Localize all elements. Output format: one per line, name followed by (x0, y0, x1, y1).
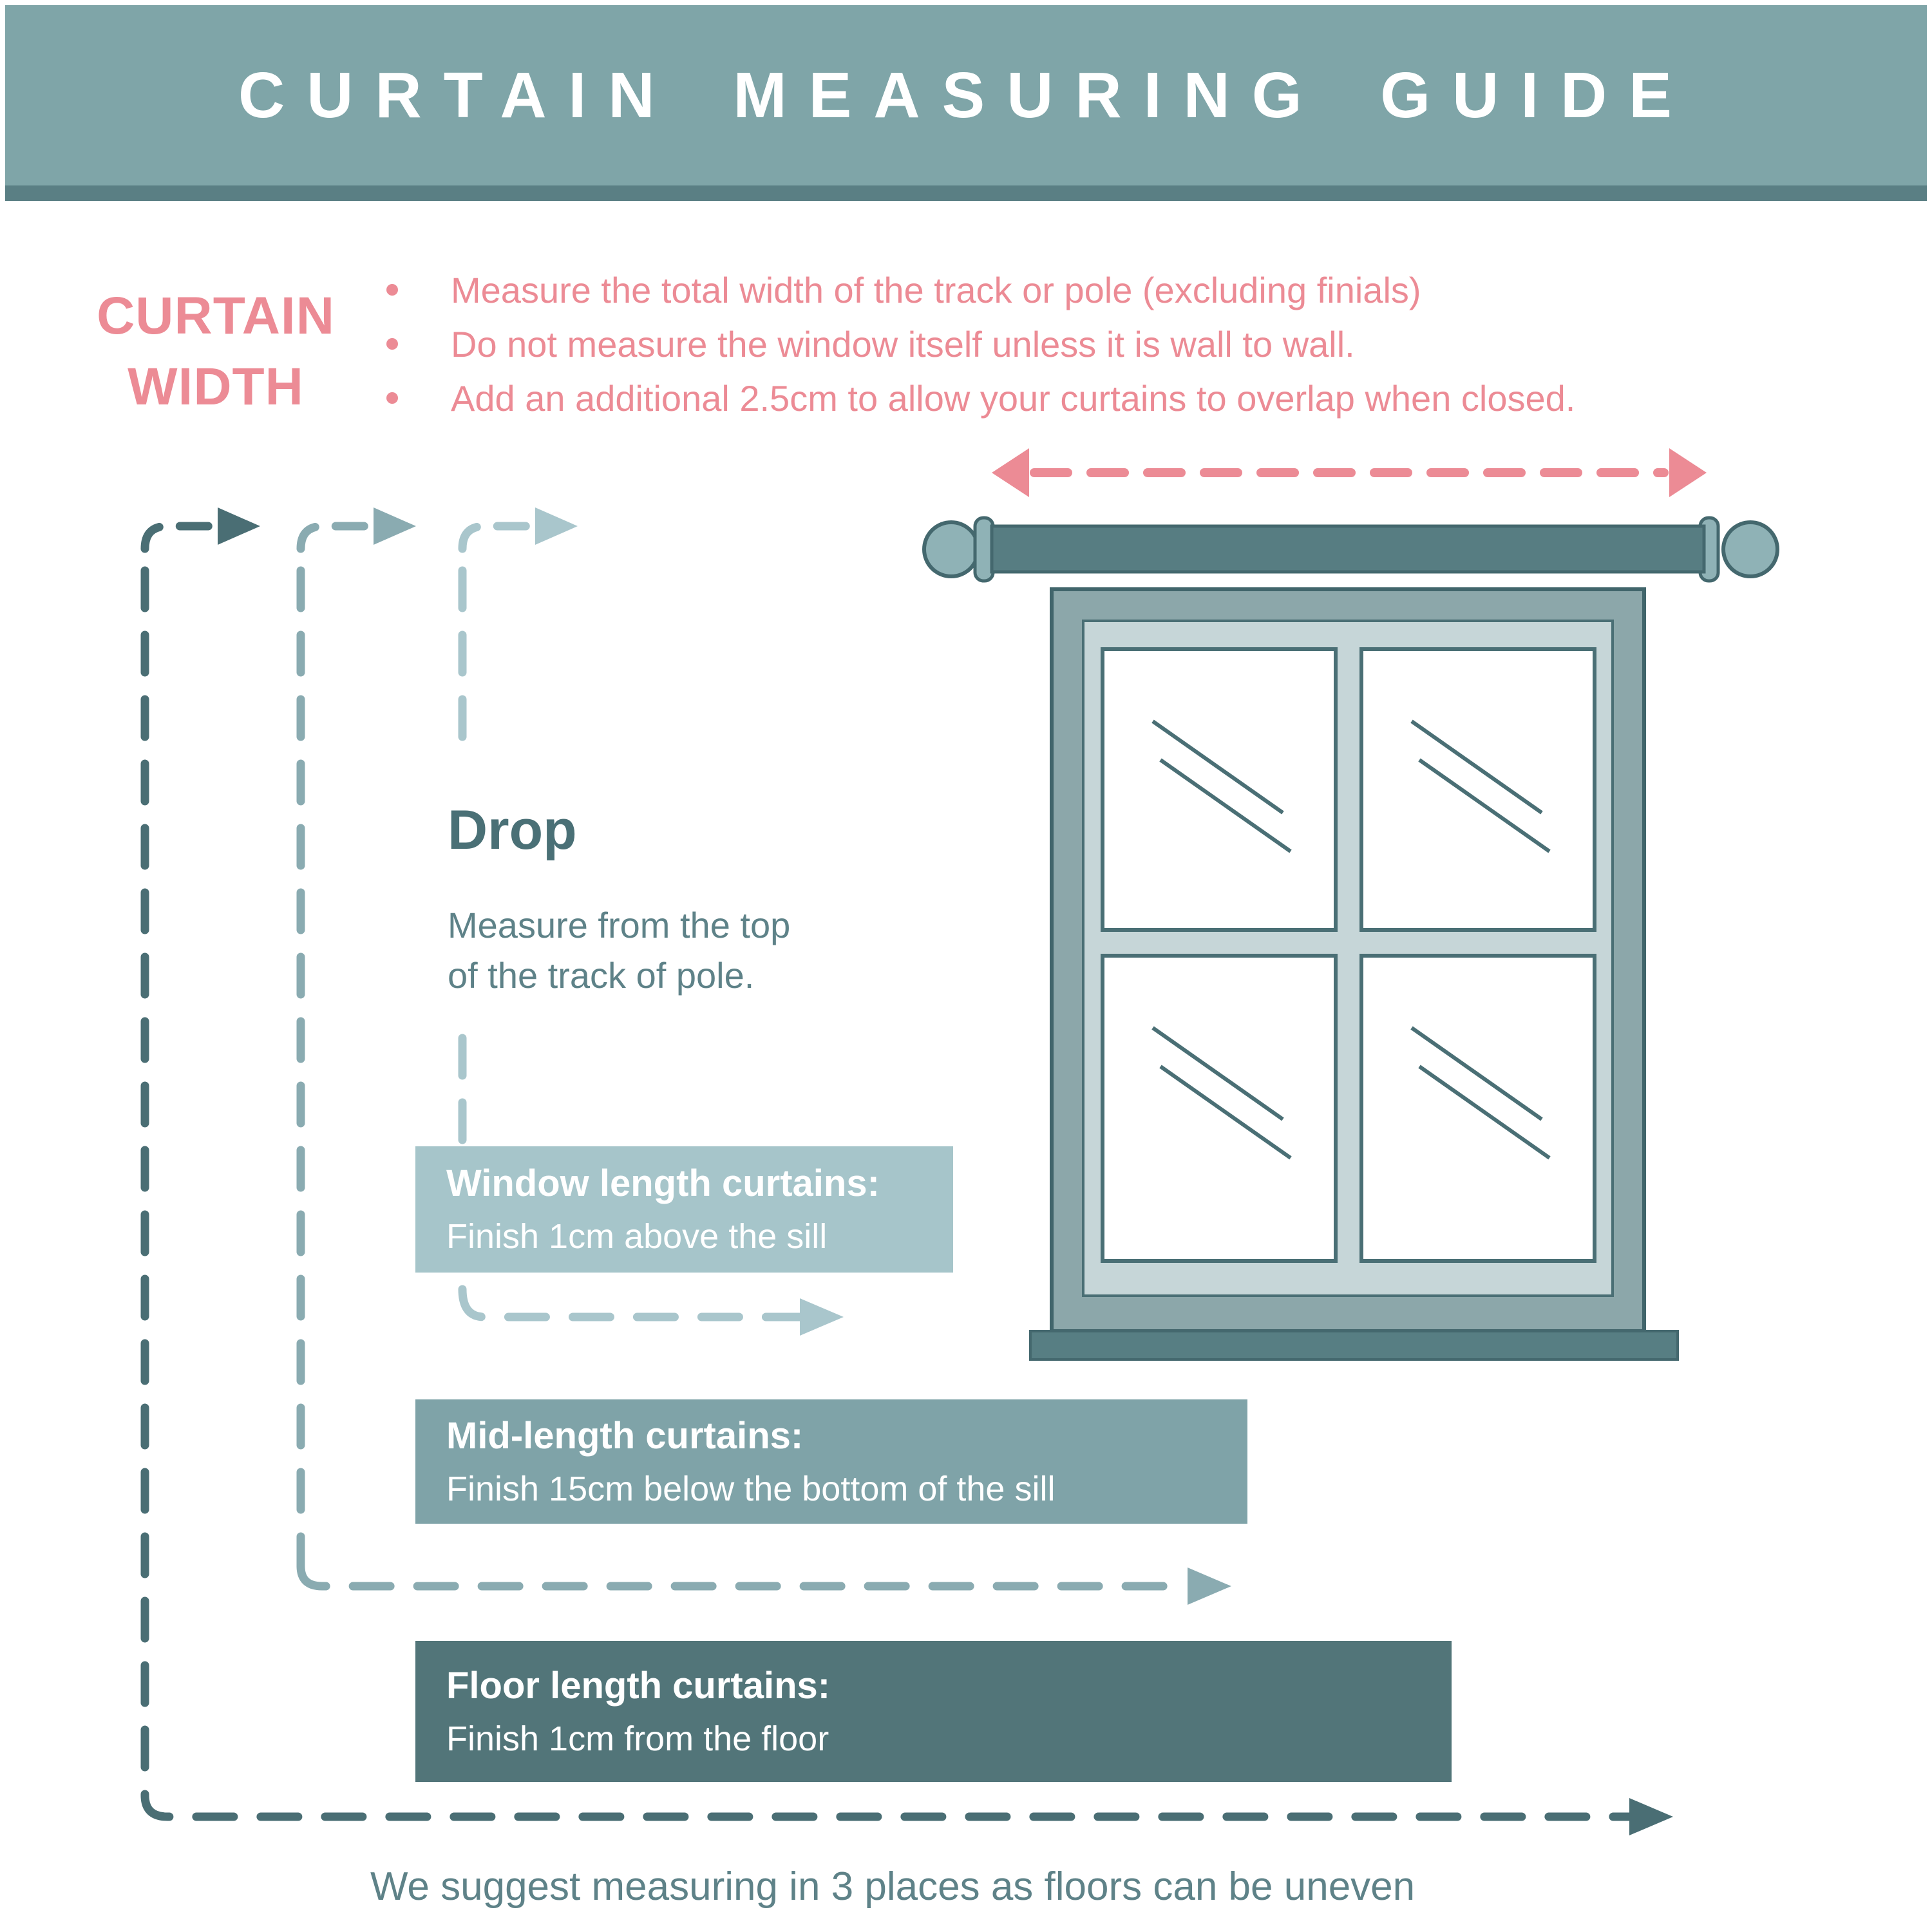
width-measure-arrow-icon (992, 448, 1707, 497)
drop-description (448, 900, 790, 1001)
floor-length-detail: Finish 1cm from the floor (446, 1719, 829, 1758)
page-title: CURTAIN MEASURING GUIDE (238, 59, 1694, 131)
window-pane (1103, 649, 1336, 930)
mid-length-label-box (415, 1399, 1247, 1524)
floor-length-label-box (415, 1641, 1452, 1782)
bullet-text: Measure the total width of the track or pole (excluding finials) (451, 269, 1421, 310)
window-length-title: Window length curtains: (446, 1162, 880, 1204)
window-sill (1030, 1331, 1678, 1359)
drop-description-line2: of the track of pole. (448, 955, 755, 996)
drop-description-line1: Measure from the top (448, 905, 791, 945)
pole-body (992, 526, 1704, 572)
arrowhead-icon (218, 507, 260, 545)
arrowhead-icon (800, 1298, 844, 1336)
curtain-pole (924, 518, 1777, 581)
curtain-width-heading-line1: CURTAIN (97, 287, 335, 345)
pole-finial-left-icon (924, 522, 978, 576)
curtain-width-heading-line2: WIDTH (128, 357, 304, 416)
window-length-detail: Finish 1cm above the sill (446, 1217, 828, 1256)
footer-note: We suggest measuring in 3 places as floors can be uneven (370, 1864, 1416, 1909)
window-length-label-box (415, 1146, 953, 1273)
bullet-text: Add an additional 2.5cm to allow your curtains to overlap when closed. (451, 377, 1576, 419)
arrowhead-icon (374, 507, 416, 545)
pole-finial-right-icon (1723, 522, 1777, 576)
arrowhead-icon (535, 507, 578, 545)
arrowhead-icon (1629, 1798, 1673, 1835)
mid-length-detail: Finish 15cm below the bottom of the sill (446, 1469, 1056, 1508)
window-illustration (1030, 589, 1678, 1359)
floor-length-title: Floor length curtains: (446, 1664, 831, 1707)
bullet-text: Do not measure the window itself unless it is wall to wall. (451, 323, 1355, 365)
mid-length-title: Mid-length curtains: (446, 1414, 804, 1457)
arrowhead-icon (1188, 1567, 1231, 1605)
window-pane (1361, 649, 1595, 930)
drop-heading: Drop (448, 799, 577, 861)
